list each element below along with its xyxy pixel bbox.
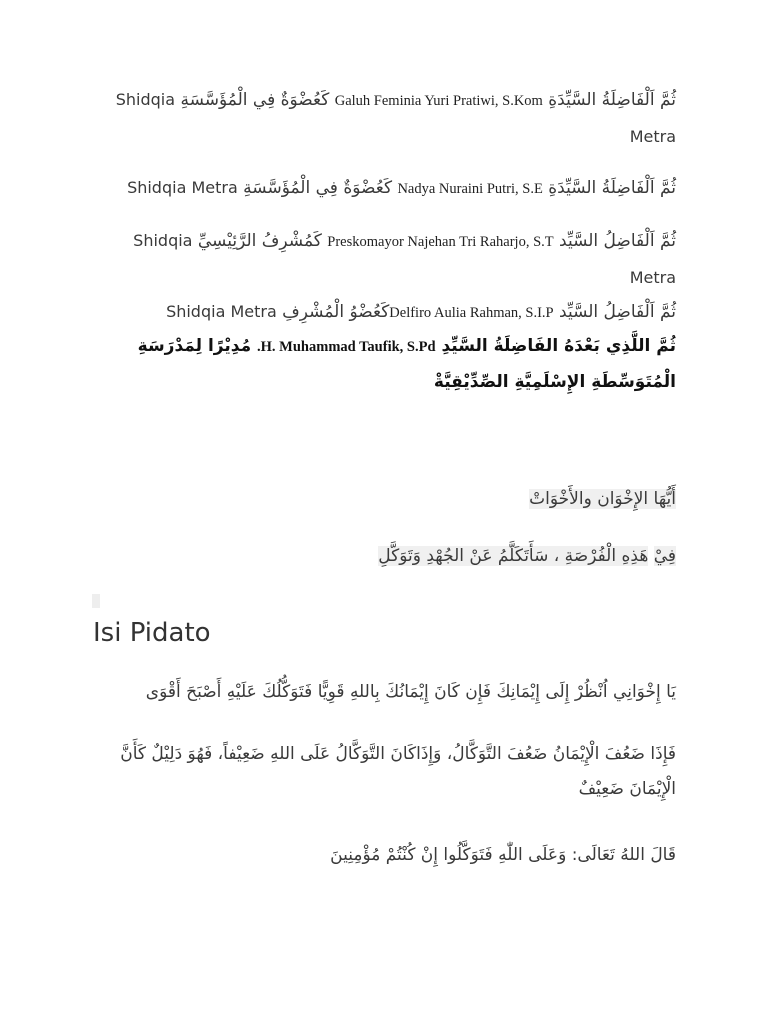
body-paragraph-1: يَا إِخْوَانِي اُنْظُرْ إِلَى إِيْمَانِكَ فَإِن كَانَ إِيْمَانُكَ بِاللهِ قَوِيًّا فَتَوَكُّلُكَ عَلَيْهِ أَصْبَحَ أَقْوَى [145, 682, 676, 702]
honorific-title: ثُمَّ اَلْفَاضِلُ السَّيِّد [559, 302, 676, 322]
person-name: Nadya Nuraini Putri, S.E [397, 181, 543, 197]
honorific-item-5 [92, 329, 676, 400]
honorific-item-4 [92, 294, 676, 331]
honorific-title: ثُمَّ اَلْفَاضِلُ السَّيِّد [559, 231, 676, 251]
person-name: Preskomayor Najehan Tri Raharjo, S.T [327, 234, 554, 250]
person-name: Galuh Feminia Yuri Pratiwi, S.Kom [334, 93, 543, 109]
topic-prefix: فِيْ [653, 546, 676, 566]
role-text: مُدِيْرًا لِمَدْرَسَةِ الْمُتَوَسِّطَةِ الإِسْلَمِيَّةِ الصِّدِّيْقِيَّةْ [137, 336, 676, 392]
person-name: H. Muhammad Taufik, S.Pd. [257, 339, 436, 355]
organization-name: Shidqia Metra [166, 302, 277, 321]
honorific-item-3 [106, 223, 676, 296]
organization-name: Shidqia Metra [127, 178, 238, 197]
topic-text: هَذِهِ الْفُرْصَةِ ، سَأَتَكَلَّمُ عَنْ الجُهْدِ وَتَوَكَّلِ [378, 546, 649, 566]
section-heading: Isi Pidato [93, 618, 211, 648]
honorific-title: ثُمَّ اَلْفَاضِلَةُ السَّيِّدَةِ [548, 178, 676, 198]
organization-name: Shidqia Metra [133, 231, 676, 287]
greeting-line [92, 482, 676, 517]
role-text: كَعُضْوَةٌ فِي الْمُؤَسَّسَةِ [180, 90, 330, 110]
honorific-title: ثُمَّ اَلْفَاضِلَةُ السَّيِّدَةِ [548, 90, 676, 110]
honorific-title: ثُمَّ اللَّذِي بَعْدَهُ الفَاضِلَةُ السَّيِّدِ [441, 336, 676, 356]
role-text: كَعُضْوُ الْمُشْرِفِ [282, 302, 390, 322]
organization-name: Shidqia Metra [115, 90, 676, 146]
body-paragraph-2: فَإِذَا ضَعُفَ الْإِيْمَانُ ضَعُفَ التَّوَكَّالُ، وَإِذَاكَانَ التَّوَكَّالُ عَلَى اللهِ ضَعِيْفاً، فَهُوَ دَلِيْلٌ كَأَنَّ الْإِيْمَانَ ضَعِيْفٌ [120, 744, 676, 799]
topic-line [92, 539, 676, 574]
person-name: Delfiro Aulia Rahman, S.I.P [389, 305, 554, 321]
paragraph-marker [92, 594, 100, 608]
role-text: كَعُضْوَةٌ فِي الْمُؤَسَّسَةِ [243, 178, 393, 198]
role-text: كَمُشْرِفُ الرَّئِيْسِيِّ [197, 231, 322, 251]
honorific-item-1 [92, 82, 676, 155]
honorific-item-2 [92, 170, 676, 207]
greeting-text: أَيُّهَا الإِخْوَان والأَخْوَاتْ [529, 489, 676, 509]
body-paragraph-3: قَالَ اللهُ تَعَالَى: وَعَلَى اللّٰهِ فَتَوَكَّلُوا إِنْ كُنْتُمْ مُؤْمِنِينَ [330, 845, 676, 865]
